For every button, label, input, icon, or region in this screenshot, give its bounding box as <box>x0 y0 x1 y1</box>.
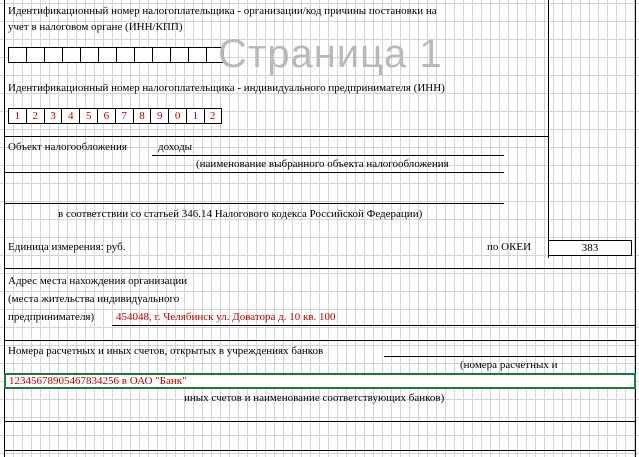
page-watermark: Страница 1 <box>218 32 443 76</box>
inn-ip-cell[interactable]: 4 <box>61 108 79 124</box>
inn-kpp-cell[interactable] <box>80 47 98 63</box>
inn-kpp-cell[interactable] <box>98 47 116 63</box>
section-divider <box>4 268 636 269</box>
inn-kpp-cell[interactable] <box>26 47 44 63</box>
accounts-hint-line2: иных счетов и наименование соответствующих банков) <box>184 392 445 404</box>
right-column-divider <box>548 0 549 258</box>
inn-kpp-cell[interactable] <box>8 47 26 63</box>
accounts-label: Номера расчетных и иных счетов, открытых в учреждениях банков <box>8 345 324 357</box>
section-divider <box>4 340 636 341</box>
inn-ip-label: Идентификационный номер налогоплательщика - индивидуального предпринимателя (ИНН) <box>8 82 445 94</box>
inn-ip-cells[interactable] <box>8 108 222 124</box>
inn-ip-cell[interactable]: 3 <box>44 108 62 124</box>
accounts-hint-line1: (номера расчетных и <box>460 359 558 371</box>
inn-kpp-cell[interactable] <box>134 47 152 63</box>
unit-label: Единица измерения: руб. <box>8 241 126 253</box>
address-label-line3: предпринимателя) <box>8 311 95 323</box>
tax-object-underline-2 <box>4 172 504 173</box>
inn-kpp-cell[interactable] <box>152 47 170 63</box>
inn-ip-cell[interactable]: 5 <box>79 108 97 124</box>
inn-ip-cell[interactable]: 2 <box>204 108 222 124</box>
inn-ip-cell[interactable]: 7 <box>115 108 133 124</box>
inn-kpp-cell[interactable] <box>62 47 80 63</box>
address-value[interactable]: 454048, г. Челябинск ул. Доватора д. 10 кв. 100 <box>116 311 336 323</box>
inn-kpp-label-line2: учет в налоговом органе (ИНН/КПП) <box>8 21 183 33</box>
bottom-divider <box>4 421 636 422</box>
inn-ip-cell[interactable]: 0 <box>168 108 186 124</box>
inn-kpp-cells[interactable] <box>8 47 224 63</box>
tax-object-value[interactable]: доходы <box>158 141 193 153</box>
inn-ip-cell[interactable]: 9 <box>150 108 168 124</box>
address-label-line2: (места жительства индивидуального <box>8 293 180 305</box>
inn-kpp-cell[interactable] <box>116 47 134 63</box>
address-underline <box>112 325 636 326</box>
section-divider <box>4 136 548 137</box>
okei-label: по ОКЕИ <box>487 241 532 253</box>
accounts-label-underline <box>384 356 636 357</box>
inn-kpp-label-line1: Идентификационный номер налогоплательщика - организации/код причины постановки на <box>8 5 437 17</box>
address-label-line1: Адрес места нахождения организации <box>8 275 188 287</box>
accounts-value[interactable]: 12345678905467834256 в ОАО "Банк" <box>9 375 187 387</box>
tax-object-label: Объект налогообложения <box>8 141 127 153</box>
inn-ip-cell[interactable]: 1 <box>186 108 204 124</box>
inn-kpp-cell[interactable] <box>170 47 188 63</box>
inn-ip-cell[interactable]: 2 <box>26 108 44 124</box>
bottom-divider <box>4 450 636 451</box>
inn-ip-cell[interactable]: 1 <box>8 108 26 124</box>
okei-value[interactable]: 383 <box>548 240 632 256</box>
inn-kpp-cell[interactable] <box>44 47 62 63</box>
inn-ip-cell[interactable]: 8 <box>133 108 151 124</box>
inn-kpp-cell[interactable] <box>188 47 206 63</box>
tax-object-hint: (наименование выбранного объекта налогообложения <box>196 158 449 170</box>
tax-object-underline-3 <box>4 203 504 204</box>
inn-ip-cell[interactable]: 6 <box>97 108 115 124</box>
tax-object-underline <box>152 155 504 156</box>
tax-object-law: в соответствии со статьей 346.14 Налогового кодекса Российской Федерации) <box>58 208 423 220</box>
